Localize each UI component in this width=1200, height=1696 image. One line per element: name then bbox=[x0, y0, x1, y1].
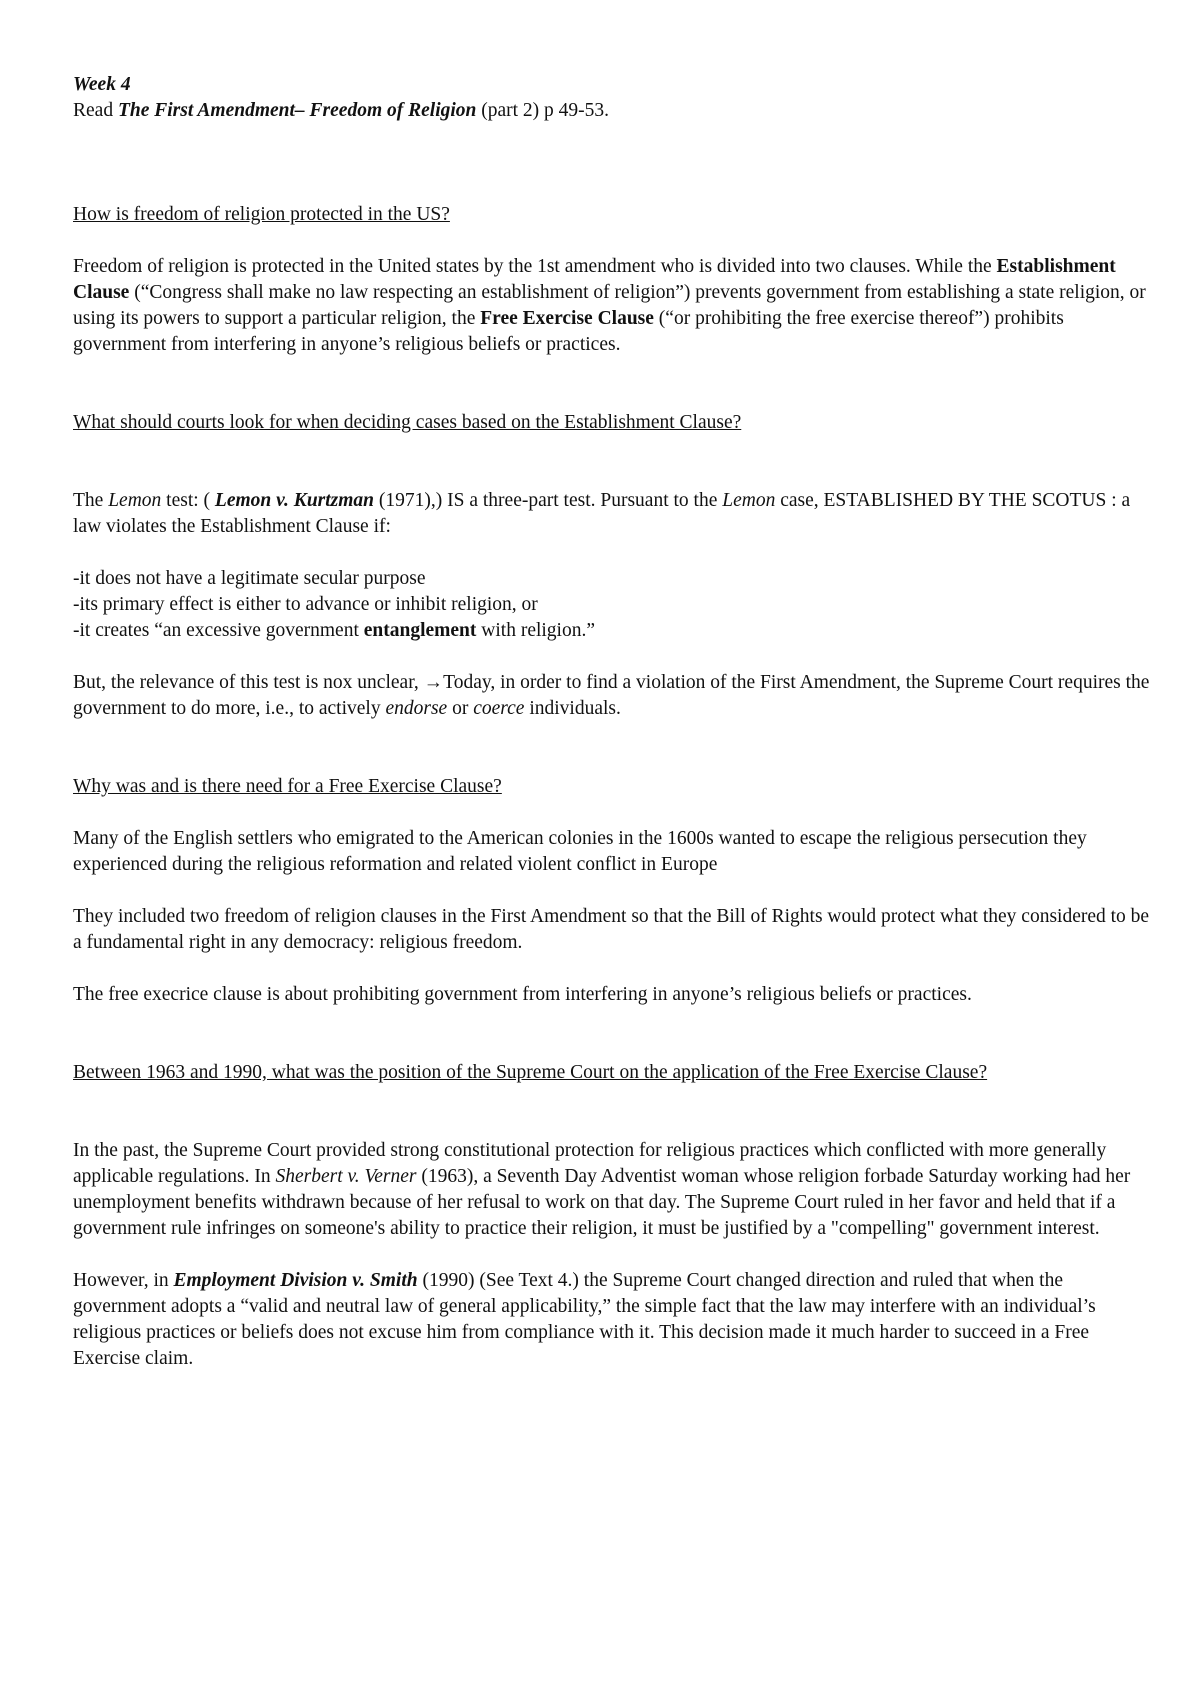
question-1: How is freedom of religion protected in the US? bbox=[73, 204, 450, 225]
relevance-text-a: But, the relevance of this test is nox unclear, bbox=[73, 672, 424, 693]
answer-1-text-b: (“Congress shall make no law respecting an establishment of religion”) prevents government from establishing a state religion, or using its powers to support a particular religion, the bbox=[73, 282, 1146, 329]
smith-case-name: Employment Division v. Smith bbox=[173, 1270, 418, 1291]
week-heading: Week 4 bbox=[73, 74, 131, 95]
question-2: What should courts look for when deciding cases based on the Establishment Clause? bbox=[73, 412, 742, 433]
arrow-icon: → bbox=[423, 672, 444, 693]
reading-title-part1: The First Amendment bbox=[117, 100, 295, 121]
answer-1-text-a: Freedom of religion is protected in the United states by the 1st amendment who is divided into two clauses. While the bbox=[73, 256, 997, 277]
lemon-criterion-1: -it does not have a legitimate secular purpose bbox=[73, 568, 426, 589]
sherbert-text-a: In the past, the Supreme Court provided strong constitutional protection for religious practices which conflicted with more generally applicable regulations. In bbox=[73, 1140, 1107, 1187]
lemon-term-2: Lemon bbox=[722, 490, 776, 511]
settlers-paragraph: Many of the English settlers who emigrated to the American colonies in the 1600s wanted to escape the religious persecution they experienced during the religious reformation and related violent conflict in Europe bbox=[73, 828, 1087, 875]
sherbert-case-name: Sherbert v. Verner bbox=[275, 1166, 417, 1187]
reading-title-dash: – bbox=[294, 100, 310, 121]
criterion-3-text-b: with religion.” bbox=[476, 620, 596, 641]
lemon-text-c: (1971),) IS a three-part test. Pursuant to the bbox=[374, 490, 723, 511]
criterion-3-text-a: -it creates “an excessive government bbox=[73, 620, 364, 641]
answer-1 bbox=[73, 254, 1153, 358]
lemon-text-a: The bbox=[73, 490, 109, 511]
smith-text-b: (1990) (See Text 4.) the Supreme Court changed direction and ruled that when the government adopts a “valid and neutral law of general applicability,” the simple fact that the law may interfere with an individual’s religious practices or beliefs does not excuse him from compliance with it. This decision made it much harder to succeed in a Free Exercise claim. bbox=[73, 1270, 1096, 1369]
read-prefix: Read bbox=[73, 100, 118, 121]
read-suffix: (part 2) p 49-53. bbox=[476, 100, 610, 121]
coerce-term: coerce bbox=[473, 698, 525, 719]
relevance-or: or bbox=[447, 698, 474, 719]
lemon-test-paragraph bbox=[73, 488, 1153, 540]
lemon-criterion-2: -its primary effect is either to advance or inhibit religion, or bbox=[73, 594, 538, 615]
answer-1-text-c: (“or prohibiting the free exercise thereof”) prohibits government from interfering in anyone’s religious beliefs or practices. bbox=[73, 308, 1064, 355]
lemon-text-d: case, ESTABLISHED BY THE SCOTUS : a law violates the Establishment Clause if: bbox=[73, 490, 1131, 537]
endorse-term: endorse bbox=[385, 698, 448, 719]
reading-assignment bbox=[73, 98, 1153, 124]
smith-text-a: However, in bbox=[73, 1270, 174, 1291]
smith-paragraph bbox=[73, 1268, 1153, 1372]
relevance-paragraph bbox=[73, 670, 1153, 722]
reading-title-part2: Freedom of Religion bbox=[309, 100, 477, 121]
document-page bbox=[73, 72, 1153, 1372]
free-exercise-paragraph: The free execrice clause is about prohibiting government from interfering in anyone’s religious beliefs or practices. bbox=[73, 984, 972, 1005]
lemon-term: Lemon bbox=[108, 490, 162, 511]
question-4: Between 1963 and 1990, what was the position of the Supreme Court on the application of the Free Exercise Clause? bbox=[73, 1062, 988, 1083]
lemon-text-b: test: ( bbox=[161, 490, 215, 511]
entanglement-term: entanglement bbox=[363, 620, 477, 641]
free-exercise-clause-term: Free Exercise Clause bbox=[480, 308, 654, 329]
lemon-criterion-3 bbox=[73, 618, 1153, 644]
establishment-clause-term: Establishment Clause bbox=[73, 256, 1116, 303]
sherbert-paragraph bbox=[73, 1138, 1153, 1242]
lemon-case-name: Lemon v. Kurtzman bbox=[214, 490, 375, 511]
bill-of-rights-paragraph: They included two freedom of religion clauses in the First Amendment so that the Bill of Rights would protect what they considered to be a fundamental right in any democracy: religious freedom. bbox=[73, 906, 1150, 953]
sherbert-text-b: (1963), a Seventh Day Adventist woman whose religion forbade Saturday working had her unemployment benefits withdrawn because of her refusal to work on that day. The Supreme Court ruled in her favor and held that if a government rule infringes on someone's ability to practice their religion, it must be justified by a "compelling" government interest. bbox=[73, 1166, 1131, 1239]
relevance-text-c: individuals. bbox=[524, 698, 621, 719]
relevance-text-b: Today, in order to find a violation of the First Amendment, the Supreme Court requires the government to do more, i.e., to actively bbox=[73, 672, 1150, 719]
question-3: Why was and is there need for a Free Exercise Clause? bbox=[73, 776, 502, 797]
